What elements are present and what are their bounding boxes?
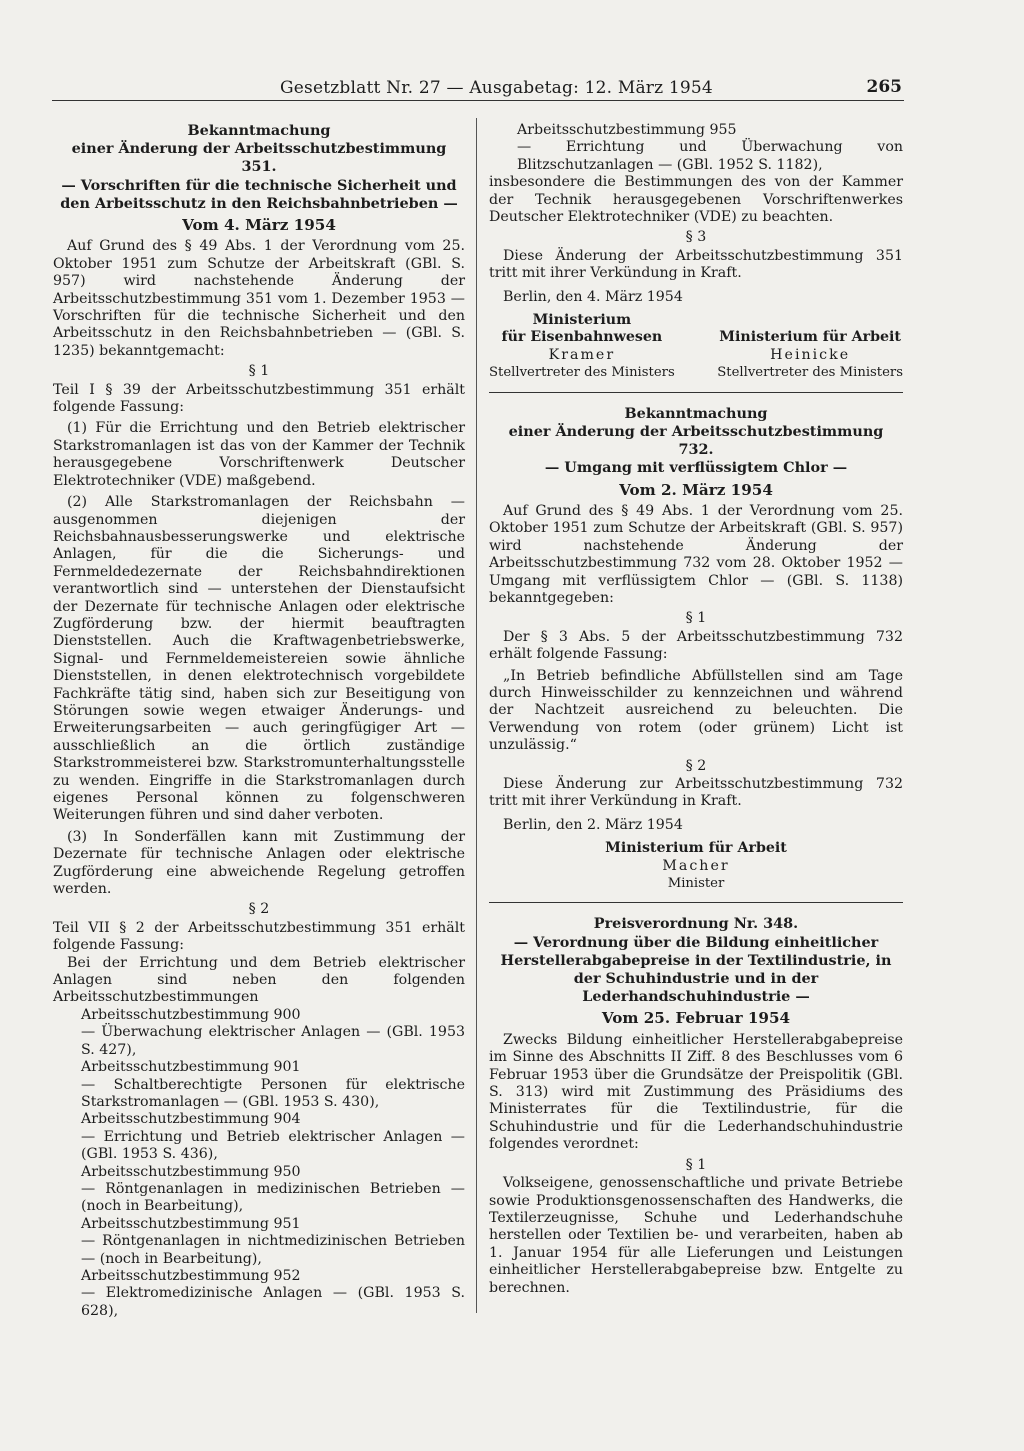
article-1-paragraph-2: (2) Alle Starkstromanlagen der Reichsbahn — ausgenommen diejenigen der Reichsbahnausbesserungswerke und elektrische Anlagen, für die die Sicherungs- und Fernmeldedezernate der Reichsbahndirektionen verantwortlich sind — unterstehen der Dienstaufsicht der Dezernate für technische Anlagen oder elektrische Zugförderung bzw. der hiermit beauftragten Dienststellen. Auch die Kraftwagenbetriebswerke, Signal- und Fernmeldemeistereien sowie ähnliche Dienststellen, in denen elektrotechnisch vorgebildete Fachkräfte tätig sind, haben sich zur Beseitigung von Störungen sowie wegen etwaiger Änderungs- und Erweiterungsarbeiten — auch geringfügiger Art — ausschließlich an die örtlich zuständige Starkstrommeisterei bzw. Starkstromunterhaltungsstelle zu wenden. Eingriffe in die Starkstromanlagen durch eigenes Personal können zu folgenschweren Weiterungen führen und sind daher verboten.	[53, 494, 465, 824]
article-1-section-3-text: Diese Änderung der Arbeitsschutzbestimmung 351 tritt mit ihrer Verkündung in Kraft.	[489, 247, 903, 282]
page-header	[52, 78, 904, 101]
article-3-section-1-heading: § 1	[685, 1156, 707, 1173]
article-separator	[489, 902, 903, 903]
article-3-date: Vom 25. Februar 1954	[601, 1009, 791, 1028]
article-2-subheading: einer Änderung der Arbeitsschutzbestimmung 732.	[508, 422, 884, 459]
article-2-section-2-heading: § 2	[685, 757, 707, 774]
article-1-section-2-text: Teil VII § 2 der Arbeitsschutzbestimmung 351 erhält folgende Fassung:	[53, 919, 465, 954]
column-divider	[476, 118, 477, 1313]
article-1-section-3-heading: § 3	[685, 229, 707, 246]
article-1-paragraph-3: (3) In Sonderfällen kann mit Zustimmung der Dezernate für technische Anlagen oder elektrische Zugförderung eine abweichende Regelung getroffen werden.	[53, 828, 465, 898]
signature-block-minister	[489, 840, 903, 892]
ministry-name-line-2: für Eisenbahnwesen	[501, 329, 663, 346]
article-1-date: Vom 4. März 1954	[182, 216, 336, 235]
ministry-name: Ministerium für Arbeit	[605, 840, 787, 857]
article-1-section-2-intro: Bei der Errichtung und dem Betrieb elektrischer Anlagen sind neben den folgenden Arbeitsschutzbestimmungen	[53, 954, 465, 1006]
signatory-role: Stellvertreter des Ministers	[489, 365, 675, 381]
article-2-intro: Auf Grund des § 49 Abs. 1 der Verordnung vom 25. Oktober 1951 zum Schutze der Arbeitskraft (GBl. S. 957) wird nachstehende Änderung der Arbeitsschutzbestimmung 732 vom 28. Oktober 1952 — Umgang mit verflüssigtem Chlor — (GBl. S. 1138) bekanntgegeben:	[489, 502, 903, 606]
list-item-code: Arbeitsschutzbestimmung 904	[81, 1111, 301, 1128]
article-1-section-2-heading: § 2	[248, 901, 270, 918]
list-item-code: Arbeitsschutzbestimmung 955	[517, 122, 737, 138]
signature-block-transport	[489, 312, 675, 382]
article-2-section-2-text: Diese Änderung zur Arbeitsschutzbestimmung 732 tritt mit ihrer Verkündung in Kraft.	[489, 776, 903, 810]
article-separator	[489, 392, 903, 393]
article-3-heading: Preisverordnung Nr. 348.	[593, 915, 799, 933]
list-item-code: Arbeitsschutzbestimmung 950	[81, 1163, 301, 1180]
article-3-intro: Zwecks Bildung einheitlicher Herstellerabgabepreise im Sinne des Abschnitts II Ziff. 8 des Beschlusses vom 6 Februar 1953 über die Grundsätze der Preispolitik (GBl. S. 313) wird mit Zustimmung des Präsidiums des Ministerrates für die Textilindustrie, für die Schuhindustrie und für die Lederhandschuhindustrie folgendes verordnet:	[489, 1031, 903, 1153]
article-2-section-1-text: Der § 3 Abs. 5 der Arbeitsschutzbestimmung 732 erhält folgende Fassung:	[489, 628, 903, 663]
article-1-intro: Auf Grund des § 49 Abs. 1 der Verordnung vom 25. Oktober 1951 zum Schutze der Arbeitskraft (GBl. S. 957) wird nachstehende Änderung der Arbeitsschutzbestimmung 351 vom 1. Dezember 1953 — Vorschriften für die technische Sicherheit und den Arbeitsschutz in den Reichsbahnbetrieben — (GBl. S. 1235) bekanntgemacht:	[53, 238, 465, 359]
article-1-heading: Bekanntmachung	[187, 122, 331, 139]
ministry-name: Ministerium für Arbeit	[719, 329, 901, 346]
article-3-section-1-text: Volkseigene, genossenschaftliche und private Betriebe sowie Produktionsgenossenschaften des Handwerks, die Textilerzeugnisse, Schuhe und Lederhandschuhe herstellen oder Textilien be- und verarbeiten, haben ab 1. Januar 1954 für alle Lieferungen und Leistungen einheitlicher Herstellerabgabepreise bzw. Entgelte zu berechnen.	[489, 1175, 903, 1296]
article-2-quote: „In Betrieb befindliche Abfüllstellen sind am Tage durch Hinweisschilder zu kennzeichnen und während der Nachtzeit ausreichend zu beleuchten. Die Verwendung von rotem (oder grünem) Licht ist unzulässig.“	[489, 667, 903, 754]
list-item-desc: — Schaltberechtigte Personen für elektrische Starkstromanlagen — (GBl. 1953 S. 430),	[81, 1076, 465, 1110]
article-2-section-1-heading: § 1	[685, 610, 707, 627]
list-item-code: Arbeitsschutzbestimmung 951	[81, 1215, 301, 1232]
article-1-place-date: Berlin, den 4. März 1954	[503, 288, 683, 305]
right-column	[489, 122, 903, 1297]
page-number: 265	[866, 77, 902, 97]
list-item-code: Arbeitsschutzbestimmung 901	[81, 1059, 301, 1076]
article-1-subheading: einer Änderung der Arbeitsschutzbestimmung 351.	[71, 140, 447, 176]
list-item-desc: — Röntgenanlagen in medizinischen Betrieben — (noch in Bearbeitung),	[81, 1180, 465, 1215]
article-2-subtitle: — Umgang mit verflüssigtem Chlor —	[544, 459, 848, 477]
left-column	[53, 122, 465, 1320]
article-1-continuation: insbesondere die Bestimmungen des von der Kammer der Technik herausgegebenen Vorschriftenwerkes Deutscher Elektrotechniker (VDE) zu beachten.	[489, 174, 903, 226]
article-1-subtitle: — Vorschriften für die technische Sicherheit und den Arbeitsschutz in den Reichsbahnbetrieben —	[60, 176, 458, 212]
list-item-desc: — Errichtung und Überwachung von Blitzschutzanlagen — (GBl. 1952 S. 1182),	[517, 139, 903, 173]
article-2-date: Vom 2. März 1954	[619, 480, 773, 499]
signatory-name: Heinicke	[770, 346, 851, 363]
article-1-paragraph-1: (1) Für die Errichtung und den Betrieb elektrischer Starkstromanlagen ist das von der Kammer der Technik herausgegebene Vorschriftenwerk Deutscher Elektrotechniker (VDE) maßgebend.	[53, 420, 465, 489]
list-item-code: Arbeitsschutzbestimmung 900	[81, 1006, 301, 1023]
issue-title: Gesetzblatt Nr. 27 — Ausgabetag: 12. März 1954	[280, 78, 713, 98]
signatory-name: Macher	[662, 857, 730, 874]
signatory-role: Minister	[667, 876, 725, 892]
signatory-role: Stellvertreter des Ministers	[717, 365, 903, 381]
list-item-code: Arbeitsschutzbestimmung 952	[81, 1267, 301, 1284]
list-item-desc: — Überwachung elektrischer Anlagen — (GBl. 1953 S. 427),	[81, 1024, 465, 1058]
article-1-signatures	[489, 312, 903, 382]
list-item-desc: — Errichtung und Betrieb elektrischer Anlagen — (GBl. 1953 S. 436),	[81, 1128, 465, 1163]
ministry-name: Ministerium	[532, 312, 632, 329]
list-item-desc: — Röntgenanlagen in nichtmedizinischen Betrieben — (noch in Bearbeitung),	[81, 1233, 465, 1267]
article-3-subtitle: — Verordnung über die Bildung einheitlicher Herstellerabgabepreise in der Textilindustrie, in der Schuhindustrie und in der Lederhandschuhindustrie —	[500, 933, 892, 1006]
signature-block-labour	[717, 312, 903, 382]
article-1-section-1-text: Teil I § 39 der Arbeitsschutzbestimmung 351 erhält folgende Fassung:	[53, 381, 465, 416]
article-2-heading: Bekanntmachung	[624, 404, 768, 422]
article-1-section-1-heading: § 1	[248, 363, 270, 380]
regulation-list	[53, 1007, 465, 1320]
article-2-place-date: Berlin, den 2. März 1954	[503, 816, 683, 833]
list-item-desc: — Elektromedizinische Anlagen — (GBl. 1953 S. 628),	[81, 1285, 465, 1319]
signatory-name: Kramer	[548, 346, 616, 363]
